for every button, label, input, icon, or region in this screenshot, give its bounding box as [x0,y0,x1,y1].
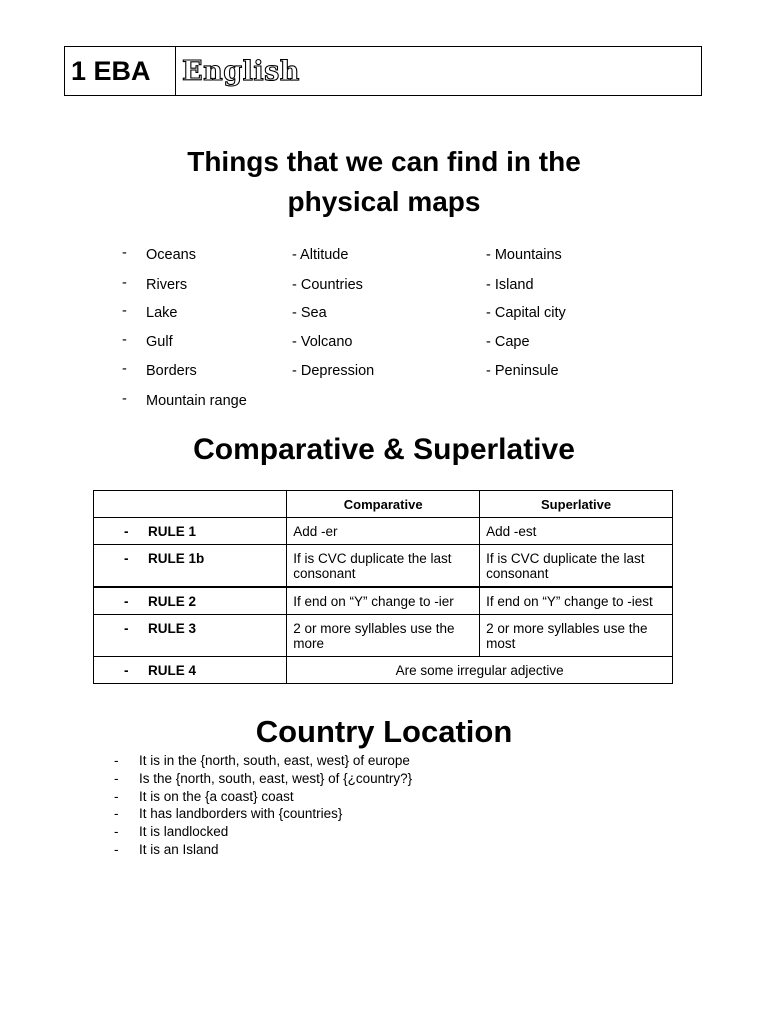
list-item: Mountain range [146,393,247,409]
section-title-country-location: Country Location [255,714,513,749]
list-item: - It is an Island [114,841,219,857]
list-item: - It is on the {a coast} coast [114,788,294,804]
header-superlative: Superlative [480,491,673,518]
table-row: - RULE 1b If is CVC duplicate the last consonant If is CVC duplicate the last consonant [94,545,673,588]
header-box [64,46,702,96]
list-item: Lake [146,305,178,321]
list-item: - Island [486,277,534,293]
list-item: - Cape [486,334,530,350]
list-item: Oceans [146,247,196,263]
country-location-list [114,752,412,859]
list-item: - Sea [292,305,327,321]
table-row: - RULE 1 Add -er Add -est [94,518,673,545]
table-row: - RULE 3 2 or more syllables use the more 2 or more syllables use the most [94,615,673,657]
header-comparative: Comparative [287,491,480,518]
list-item: - Is the {north, south, east, west} of {¿country?} [114,770,413,786]
list-item: - Volcano [292,334,353,350]
list-item: - Peninsule [486,363,559,379]
comparative-table [93,490,673,684]
section-title-comparative: Comparative & Superlative [193,433,575,466]
list-item: Borders [146,363,197,379]
list-item: - Countries [292,277,363,293]
list-item: Rivers [146,277,188,293]
list-item: - It is landlocked [114,824,229,840]
list-item: Gulf [146,334,173,350]
table-row: - RULE 2 If end on “Y” change to -ier If end on “Y” change to -iest [94,587,673,615]
list-item: - Depression [292,363,375,379]
list-item: - Altitude [292,247,349,263]
table-row: - RULE 4 Are some irregular adjective [94,657,673,684]
list-item: - Mountains [486,247,562,263]
grade-label: 1 EBA [65,47,176,95]
section-title-physical-maps: Things that we can find in the physical maps [187,146,581,217]
list-item: - It is in the {north, south, east, west} of europe [114,753,410,768]
list-item: - Capital city [486,305,566,321]
table-header-row [94,491,673,518]
list-item: - It has landborders with {countries} [114,806,343,822]
subject-label: English [182,55,300,87]
